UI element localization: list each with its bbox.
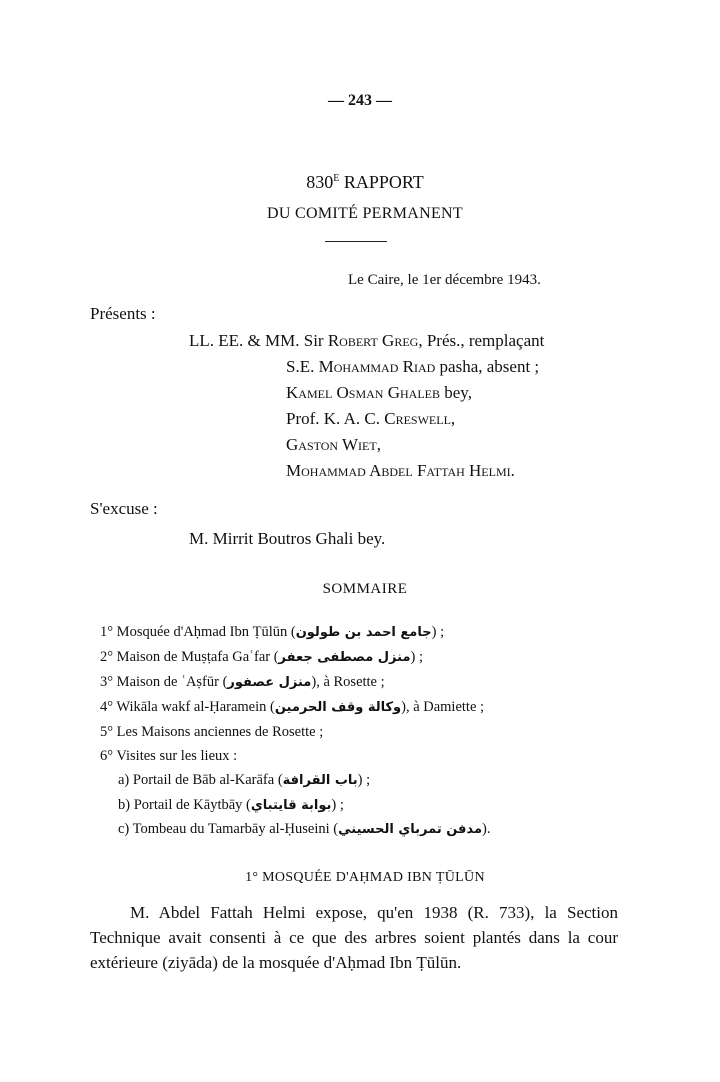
summary-item-text: 3° Maison de ʿAṣfūr (	[100, 674, 228, 690]
member-name: Robert Greg	[327, 331, 419, 350]
summary-item	[100, 724, 323, 741]
summary-item-arabic: وكالة وقف الحرمين	[274, 700, 402, 715]
summary-item	[100, 674, 385, 691]
member-name: Kamel Osman Ghaleb	[286, 383, 440, 402]
member-name: Mohammad Abdel Fattah Helmi	[286, 461, 511, 480]
committee-title: DU COMITÉ PERMANENT	[267, 205, 463, 222]
summary-item-arabic: منزل مصطفى جعفر	[278, 650, 411, 665]
summary-title: SOMMAIRE	[322, 581, 408, 597]
member-line	[286, 409, 455, 429]
member-suffix: , Prés., remplaçant	[418, 331, 545, 350]
summary-item-after: ) ;	[431, 624, 445, 640]
summary-item	[100, 699, 484, 716]
member-name: Gaston Wiet	[286, 435, 377, 454]
report-number-superscript: E	[333, 173, 340, 184]
member-suffix: ,	[450, 409, 456, 428]
report-title	[0, 172, 720, 193]
member-line	[286, 461, 515, 481]
member-suffix: bey,	[440, 383, 472, 402]
presents-label: Présents :	[90, 304, 156, 323]
title-divider	[325, 241, 387, 242]
member-name: Creswell	[384, 409, 451, 428]
summary-item	[100, 624, 444, 641]
member-prefix: LL. EE. & MM. Sir	[189, 331, 328, 350]
summary-subitem	[118, 772, 370, 789]
summary-item-text: 4° Wikāla wakf al-Ḥaramein (	[100, 699, 275, 715]
summary-item-after: ) ;	[410, 649, 423, 665]
section-title: 1° MOSQUÉE D'AḤMAD IBN ṬŪLŪN	[245, 870, 485, 885]
subitem-arabic: بوابة قايتباي	[250, 798, 332, 813]
member-name: Mohammad Riad	[318, 357, 436, 376]
member-prefix: S.E.	[286, 357, 319, 376]
summary-item	[100, 748, 237, 765]
member-suffix: pasha, absent ;	[435, 357, 540, 376]
summary-item-arabic: جامع احمد بن طولون	[295, 625, 432, 640]
summary-item	[100, 649, 423, 666]
subitem-after: ).	[482, 821, 491, 837]
member-line	[286, 435, 381, 455]
paragraph-text: M. Abdel Fattah Helmi expose, qu'en 1938 (R. 733), la Section Technique avait consenti à ce que des arbres soient plantés dans la cour extérieure (ziyāda) de la mosquée d'Aḥmad Ibn Ṭūlūn.	[90, 903, 618, 972]
report-number: 830	[306, 172, 334, 192]
date-line: Le Caire, le 1er décembre 1943.	[348, 272, 541, 288]
summary-item-after: ), à Damiette ;	[401, 699, 485, 715]
subitem-after: ) ;	[357, 772, 371, 788]
summary-item-text: 5° Les Maisons anciennes de Rosette ;	[100, 724, 324, 740]
member-suffix: .	[510, 461, 515, 480]
summary-item-text: 2° Maison de Muṣṭafa Gaʿfar (	[100, 649, 279, 665]
subitem-text: b) Portail de Kāytbāy (	[118, 797, 251, 813]
summary-subitem	[118, 821, 490, 838]
excuse-label: S'excuse :	[90, 499, 158, 518]
summary-item-text: 6° Visites sur les lieux :	[100, 748, 238, 764]
subitem-text: c) Tombeau du Tamarbāy al-Ḥuseini (	[118, 821, 339, 837]
member-line	[189, 331, 544, 351]
excuse-member: M. Mirrit Boutros Ghali bey.	[189, 529, 386, 548]
subitem-arabic: مدفن تمرباي الحسيني	[338, 822, 482, 837]
subitem-text: a) Portail de Bāb al-Karāfa (	[118, 772, 283, 788]
member-line	[286, 383, 472, 403]
member-suffix: ,	[376, 435, 381, 454]
summary-item-after: ), à Rosette ;	[311, 674, 385, 690]
report-word: RAPPORT	[343, 172, 424, 192]
member-prefix: Prof. K. A. C.	[286, 409, 385, 428]
subitem-after: ) ;	[331, 797, 344, 813]
summary-item-text: 1° Mosquée d'Aḥmad Ibn Ṭūlūn (	[100, 624, 296, 640]
subitem-arabic: باب القرافة	[282, 773, 358, 788]
member-line	[286, 357, 539, 377]
body-paragraph	[90, 900, 618, 975]
page-number: — 243 —	[328, 92, 392, 109]
summary-subitem	[118, 797, 344, 814]
summary-item-arabic: منزل عصفور	[227, 675, 312, 690]
